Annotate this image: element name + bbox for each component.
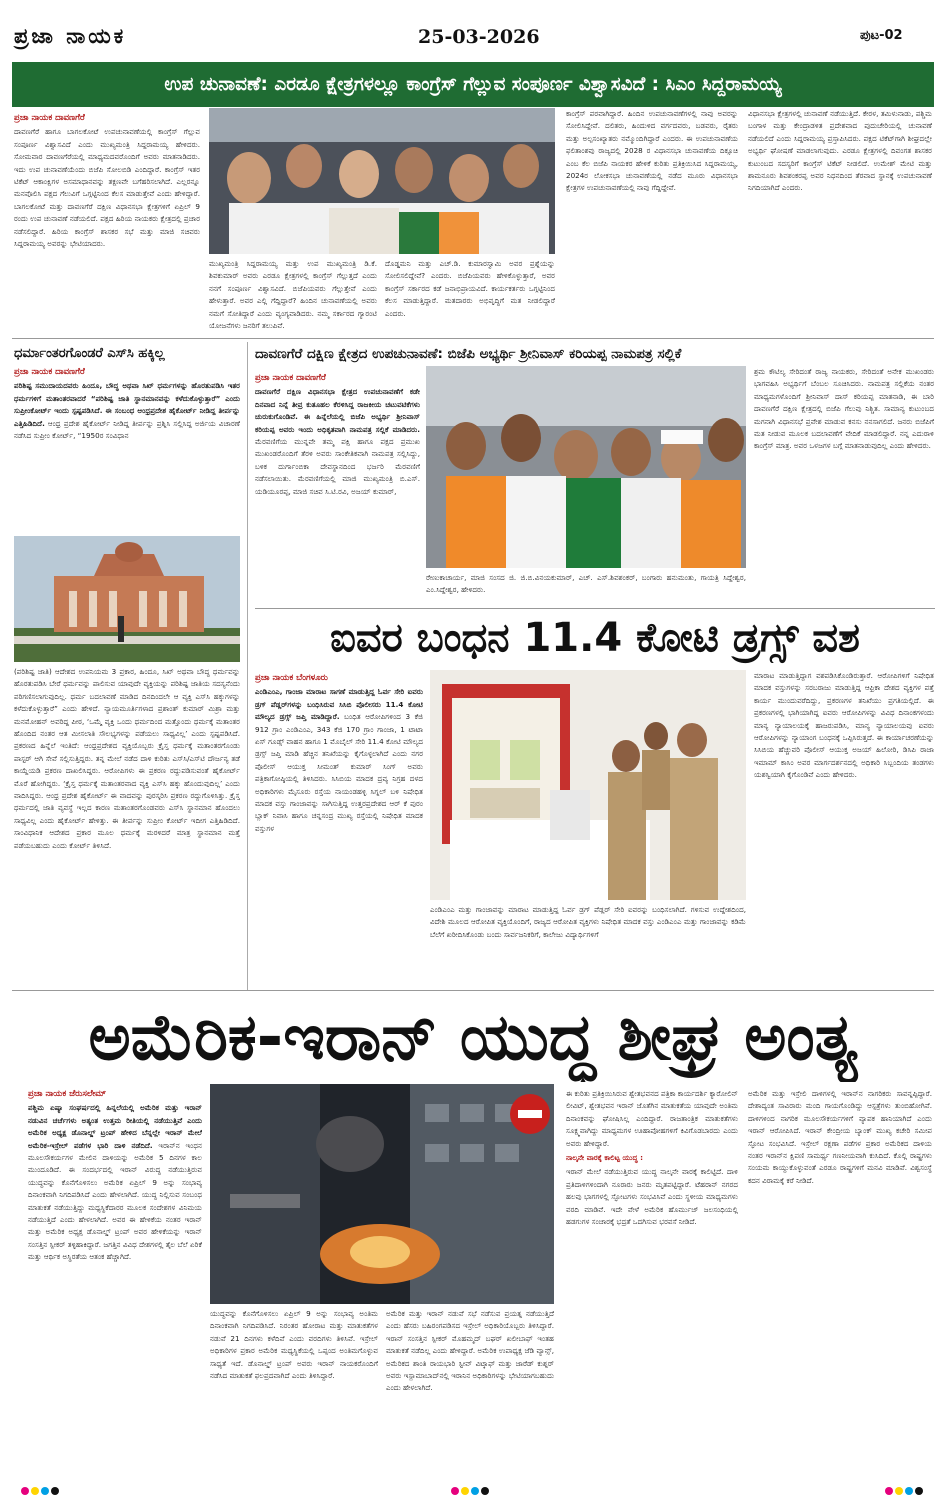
story4-side: ಮಾರಾಟ ಮಾಡುತ್ತಿದ್ದಾಗ ವಶಪಡಿಸಿಕೊಂಡಿರುತ್ತಾರೆ. ಆರೋಪಿಗಳಿಗೆ ನಿಷೇಧಿತ ಮಾದಕ ವಸ್ತುಗಳನ್ನು ಸರಬರಾಜು ಮಾಡುತ್ತಿದ್ದ ಆಫ್ರಿಕಾ ದೇಶದ ವ್ಯಕ್ತಿಗಳ ಪತ್ತೆ ಕಾರ್ಯ ಮುಂದುವರೆದಿದ್ದು, ಪ್ರಕರಣಗಳ ತನಿಖೆಯು ಪ್ರಗತಿಯಲ್ಲಿದೆ. ಈ ಪ್ರಕರಣಗಳಲ್ಲಿ ಭಾಗಿಯಾಗಿದ್ದ ಐವರು ಆರೋಪಿಗಳನ್ನು ವಿವಿಧ ದಿನಾಂಕಗಳಂದು ಮಾನ್ಯ ನ್ಯಾಯಾಲಯಕ್ಕೆ ಹಾಜರುಪಡಿಸಿ, ಮಾನ್ಯ ನ್ಯಾಯಾಲಯವು ಐವರು ಆರೋಪಿಗಳನ್ನು ನ್ಯಾಯಾಂಗ ಬಂಧನಕ್ಕೆ ಒಪ್ಪಿಸಿರುತ್ತದೆ. ಈ ಕಾರ್ಯಾಚರಣೆಯನ್ನು ಸಿಸಿಬಿಯ ಹೆಚ್ಚುವರಿ ಪೊಲೀಸ್ ಆಯುಕ್ತ ಅಜಯ್ ಹಿಲೋರಿ, ಡಿಸಿಪಿ ರಾಜಾ ಇಮಾಮ್ ಕಾಸಿಂ ಅವರ ಮಾರ್ಗದರ್ಶನದಲ್ಲಿ ಅಧಿಕಾರಿ ಸಿಬ್ಬಂದಿಯ ತಂಡಗಳು ಯಶಸ್ವಿಯಾಗಿ ಕೈಗೊಂಡಿವೆ ಎಂದು ಹೇಳಿದರು.	[754, 671, 934, 780]
story3-side: ಶ್ರಮ ಕೌಟಿಲ್ಯ ಸೇರಿದಂತೆ ರಾಜ್ಯ ನಾಯಕರು, ಸೇರಿದಂತೆ ಅನೇಕ ಮುಖಂಡರು ಭಾಗವಹಿಸಿ ಅಭ್ಯರ್ಥಿಗೆ ಬೆಂಬಲ ಸೂಚಿಸಿದರು. ನಾಮಪತ್ರ ಸಲ್ಲಿಕೆಯ ನಂತರ ಮಾಧ್ಯಮಗಳೊಂದಿಗೆ ಶ್ರೀನಿವಾಸ್ ದಾಸ್ ಕರಿಯಪ್ಪ ಮಾತನಾಡಿ, ಈ ಬಾರಿ ದಾವಣಗೆರೆ ದಕ್ಷಿಣ ಕ್ಷೇತ್ರದಲ್ಲಿ ಬಿಜೆಪಿ ಗೆಲುವು ನಿಶ್ಚಿತ. ಸಾಮಾನ್ಯ ಕುಟುಂಬದ ಮಗನಾಗಿ ವಿಧಾನಸಭೆ ಪ್ರವೇಶ ಮಾಡುವ ಕನಸು ನನಸಾಗಲಿದೆ. ಜನರು ಬಿಜೆಪಿಗೆ ಮತ ನೀಡುವ ಮೂಲಕ ಬದಲಾವಣೆಗೆ ವೇದಿಕೆ ಮಾಡಲಿದ್ದಾರೆ. ನನ್ನ ಎದುರಾಳಿ ಕಾಂಗ್ರೆಸ್ ಮಾತ್ರ. ಅವರ ಒಳಜಗಳ ಬಗ್ಗೆ ಮಾತನಾಡುವುದಿಲ್ಲ ಎಂದು ಹೇಳಿದರು.	[754, 367, 934, 451]
story2-lead-block	[14, 366, 240, 532]
page-number: ಪುಟ-02	[860, 28, 903, 43]
story3-caption: ರೇಣುಕಾಚಾರ್ಯ, ಮಾಜಿ ಸಂಸದ ಜಿ. ಜಿ.ಬಿ.ವಿನಯಕುಮಾರ್, ಎಚ್. ಎಸ್.ಶಿವಶಂಕರ್, ಬಂಗಾರು ಹನುಮಂತು, ಗಾಯತ್ರಿ ಸಿದ್ದೇಶ್ವರ, ಎಂ.ಸಿದ್ದೇಶ್ವರ, ಹೇಳಿದರು.	[426, 573, 746, 595]
story2-headline: ಧರ್ಮಾಂತರಗೊಂಡರೆ ಎಸ್‌ಸಿ ಹಕ್ಕಿಲ್ಲ	[14, 346, 165, 361]
story5-text-5: ಅಮೆರಿಕ ಮತ್ತು ಇಸ್ರೇಲಿ ದಾಳಿಗಳಲ್ಲಿ ಇರಾನ್‌ನ ನಾಗರಿಕರು ಸಾವನ್ನಪ್ಪಿದ್ದಾರೆ. ದೇಶಾದ್ಯಂತ ಸಾವಿರಾರು ಮಂದಿ ಗಾಯಗೊಂಡಿದ್ದು ಆಸ್ಪತ್ರೆಗಳು ತುಂಬಿಹೋಗಿವೆ. ದಾಳಿಗಳಿಂದ ನಾಗರಿಕ ಮೂಲಸೌಕರ್ಯಗಳಿಗೆ ವ್ಯಾಪಕ ಹಾನಿಯಾಗಿದೆ ಎಂದು ಇರಾನ್ ಆರೋಪಿಸಿದೆ. ಇರಾನ್ ಕೇಂದ್ರೀಯ ಬ್ಯಾಂಕ್ ಮುಖ್ಯ ಕಚೇರಿ ಸಮೀಪ ಸ್ಫೋಟ ಸಂಭವಿಸಿದೆ. ಇಸ್ರೇಲ್ ರಕ್ಷಣಾ ಪಡೆಗಳ ಪ್ರಕಾರ ಅಮೆರಿಕದ ದಾಳಿಯ ನಂತರ ಇರಾನ್‌ನ ಕ್ಷಿಪಣಿ ಸಾಮರ್ಥ್ಯ ಗಣನೀಯವಾಗಿ ಕುಸಿದಿದೆ. ಕೊಲ್ಲಿ ರಾಷ್ಟ್ರಗಳು ಸಂಯಮ ಕಾಯ್ದುಕೊಳ್ಳುವಂತೆ ಎರಡೂ ರಾಷ್ಟ್ರಗಳಿಗೆ ಮನವಿ ಮಾಡಿವೆ. ವಿಶ್ವಸಂಸ್ಥೆ ಕದನ ವಿರಾಮಕ್ಕೆ ಕರೆ ನೀಡಿದೆ.	[748, 1089, 932, 1185]
story4-lead: ಎಂಡಿಎಂಎ, ಗಾಂಜಾ ಮಾರಾಟ ಸಾಗಣೆ ಮಾಡುತ್ತಿದ್ದ ಓರ್ವ ಸೇರಿ ಐವರು ಡ್ರಗ್ ಪೆಡ್ಲರ್‌ಗಳನ್ನು ಬಂಧಿಸಿರುವ ಸಿಸಿಬಿ ಪೊಲೀಸರು 11.4 ಕೋಟಿ ಮೌಲ್ಯದ ಡ್ರಗ್ಸ್ ಜಪ್ತಿ ಮಾಡಿದ್ದಾರೆ.	[255, 687, 423, 722]
story5-column-1	[28, 1088, 202, 1472]
drugs-seizure-photo	[430, 670, 746, 900]
registration-marks-left	[20, 1482, 60, 1501]
story5-text-3: ಅಮೆರಿಕ ಮತ್ತು ಇರಾನ್ ನಡುವೆ ಸಭೆ ನಡೆಸುವ ಪ್ರಯತ್ನ ನಡೆಯುತ್ತಿದೆ ಎಂದು ಹೆಸರು ಬಹಿರಂಗಪಡಿಸದ ಇಸ್ರೇಲ್ ಅಧಿಕಾರಿಯೊಬ್ಬರು ತಿಳಿಸಿದ್ದಾರೆ. ಇರಾನ್ ಸಂಸತ್ತಿನ ಸ್ಪೀಕರ್ ಮೊಹಮ್ಮದ್ ಬಘರ್ ಖಲೀಬಾಫ್ ಇಂತಹ ಮಾತುಕತೆ ನಡೆದಿಲ್ಲ ಎಂದು ಹೇಳಿದ್ದಾರೆ. ಅಮೆರಿಕ ಉಪಾಧ್ಯಕ್ಷ ಜೆಡಿ ವ್ಯಾನ್ಸ್, ಅಮೆರಿಕದ ಶಾಂತಿ ರಾಯಭಾರಿ ಸ್ಟೀವ್ ವಿಟ್ಕಾಫ್ ಮತ್ತು ಜಾರೆಡ್ ಕುಶ್ನರ್ ಅವರು ಇಸ್ಲಾಮಾಬಾದ್‌ನಲ್ಲಿ ಇರಾನಿನ ಅಧಿಕಾರಿಗಳನ್ನು ಭೇಟಿಯಾಗಬಹುದು ಎಂದು ಹೇಳಲಾಗಿದೆ.	[386, 1309, 554, 1393]
story1-column-3	[385, 258, 555, 334]
story3-column-3	[754, 366, 934, 602]
story3-headline: ದಾವಣಗೆರೆ ದಕ್ಷಿಣ ಕ್ಷೇತ್ರದ ಉಪಚುನಾವಣೆ: ಬಿಜೆಪಿ ಅಭ್ಯರ್ಥಿ ಶ್ರೀನಿವಾಸ್ ಕರಿಯಪ್ಪ ನಾಮಪತ್ರ ಸಲ್ಲಿಕೆ	[255, 346, 682, 362]
masthead	[0, 0, 945, 58]
registration-marks-center	[450, 1482, 490, 1501]
story2-dateline: ಪ್ರಜಾ ನಾಯಕ ದಾವಣಗೆರೆ	[14, 367, 85, 377]
story4-caption: ಎಂಡಿಎಂಎ ಮತ್ತು ಗಾಂಜಾವನ್ನು ಮಾರಾಟ ಮಾಡುತ್ತಿದ್ದ ಓರ್ವ ಡ್ರಗ್ ಪೆಡ್ಲರ್ ಸೇರಿ ಐವರನ್ನು ಬಂಧಿಸಲಾಗಿದೆ. ಗಳಿಸುವ ಉದ್ದೇಶದಿಂದ, ವಿದೇಶಿ ಮೂಲದ ಆರೋಪಿತ ವ್ಯಕ್ತಿಯೊಂದಿಗೆ, ರಾಜ್ಯದ ಆರೋಪಿತ ವ್ಯಕ್ತಿಗಳು ನಿಷೇಧಿತ ಮಾದಕ ವಸ್ತು ಎಂಡಿಎಂಎ ಮತ್ತು ಗಾಂಜಾವನ್ನು ಕಡಿಮೆ ಬೆಲೆಗೆ ಖರೀದಿಸಿಕೊಂಡು ಬಂದು ಸಾರ್ವಜನಿಕರಿಗೆ, ಕಾಲೇಜು ವಿದ್ಯಾರ್ಥಿಗಳಿಗೆ	[430, 905, 746, 939]
story2-body	[14, 666, 240, 984]
story1-column-1	[14, 112, 200, 334]
story5-column-3	[386, 1308, 554, 1472]
story5-text-4b: ಇರಾನ್ ಮೇಲೆ ನಡೆಯುತ್ತಿರುವ ಯುದ್ಧ ನಾಲ್ಕನೇ ವಾರಕ್ಕೆ ಕಾಲಿಟ್ಟಿದೆ. ದಾಳಿ ಪ್ರತಿದಾಳಿಗಳಿಂದಾಗಿ ನೂರಾರು ಜನರು ಮೃತಪಟ್ಟಿದ್ದಾರೆ. ಟೆಹರಾನ್ ನಗರದ ಹಲವು ಭಾಗಗಳಲ್ಲಿ ಸ್ಫೋಟಗಳು ಸಂಭವಿಸಿವೆ ಎಂದು ಸ್ಥಳೀಯ ಮಾಧ್ಯಮಗಳು ವರದಿ ಮಾಡಿವೆ. ಇದೇ ವೇಳೆ ಅಮೆರಿಕ ಹೊರ್ಮುಜ್ ಜಲಸಂಧಿಯಲ್ಲಿ ಹಡಗುಗಳ ಸಂಚಾರಕ್ಕೆ ಭದ್ರತೆ ಒದಗಿಸುವ ಭರವಸೆ ನೀಡಿದೆ.	[566, 1167, 738, 1227]
divider	[12, 990, 934, 991]
story4-photo-caption	[430, 904, 746, 984]
story1-text-2: ಮುಖ್ಯಮಂತ್ರಿ ಸಿದ್ದರಾಮಯ್ಯ ಮತ್ತು ಉಪ ಮುಖ್ಯಮಂತ್ರಿ ಡಿ.ಕೆ. ಶಿವಕುಮಾರ್ ಅವರು ಎರಡೂ ಕ್ಷೇತ್ರಗಳಲ್ಲಿ ಕಾಂಗ್ರೆಸ್ ಗೆಲ್ಲುತ್ತದೆ ಎಂದು ನನಗೆ ಸಂಪೂರ್ಣ ವಿಶ್ವಾಸವಿದೆ. ಬಿಜೆಪಿಯವರು ಗೆಲ್ಲುತ್ತೇವೆ ಎಂದು ಹೇಳುತ್ತಾರೆ. ಅವರ ಎಲ್ಲಿ ಗೆದ್ದಿದ್ದಾರೆ? ಹಿಂದಿನ ಚುನಾವಣೆಯಲ್ಲಿ ಅವರು ನಮಗೆ ಸೋತಿದ್ದಾರೆ ಎಂದು ವ್ಯಂಗ್ಯವಾಡಿದರು. ನಮ್ಮ ಸರ್ಕಾರದ ಗ್ಯಾರಂಟಿ ಯೋಜನೆಗಳು ಜನರಿಗೆ ತಲುಪಿವೆ.	[209, 259, 377, 331]
cm-press-photo	[209, 108, 555, 254]
story1-text-1: ದಾವಣಗೆರೆ ಹಾಗೂ ಬಾಗಲಕೋಟೆ ಉಪಚುನಾವಣೆಯಲ್ಲಿ ಕಾಂಗ್ರೆಸ್ ಗೆಲ್ಲುವ ಸಂಪೂರ್ಣ ವಿಶ್ವಾಸವಿದೆ ಎಂದು ಮುಖ್ಯಮಂತ್ರಿ ಸಿದ್ದರಾಮಯ್ಯ ಹೇಳಿದರು. ಸೋಮವಾರ ದಾವಣಗೆರೆಯಲ್ಲಿ ಮಾಧ್ಯಮದವರೊಂದಿಗೆ ಅವರು ಮಾತನಾಡಿದರು. ಇದು ಉಪ ಚುನಾವಣೆಯೆಂದು ಬಿಜೆಪಿ ಸೋಲಬಿಡಿ ಎಂದಿದ್ದಾರೆ. ಕಾಂಗ್ರೆಸ್ ಇತರ ಟಿಕೆಟ್ ಆಕಾಂಕ್ಷಿಗಳ ಅಸಮಾಧಾನವನ್ನು ತಕ್ಷಣವೇ ಬಗೆಹರಿಸಲಾಗಿದೆ. ಎಲ್ಲರನ್ನೂ ಮನವೊಲಿಸಿ ಪಕ್ಷದ ಗೆಲುವಿಗೆ ಒಗ್ಗಟ್ಟಿನಿಂದ ಕೆಲಸ ಮಾಡುತ್ತೇವೆ ಎಂದು ಹೇಳಿದ್ದಾರೆ. ಬಾಗಲಕೋಟೆ ಮತ್ತು ದಾವಣಗೆರೆ ದಕ್ಷಿಣ ವಿಧಾನಸಭಾ ಕ್ಷೇತ್ರಗಳಿಗೆ ಏಪ್ರಿಲ್ 9 ರಂದು ಉಪ ಚುನಾವಣೆ ನಡೆಯಲಿದೆ. ಪಕ್ಷದ ಹಿರಿಯ ನಾಯಕರು ಕ್ಷೇತ್ರದಲ್ಲಿ ಪ್ರಚಾರ ನಡೆಸಲಿದ್ದಾರೆ. ಹಿರಿಯ ಕಾಂಗ್ರೆಸ್ ಶಾಸಕರ ಸಭೆ ಮತ್ತು ಮಾಜಿ ಸಚಿವರು ಸಿದ್ದರಾಮಯ್ಯ ಅವರನ್ನು ಭೇಟಿಯಾದರು.	[14, 127, 200, 249]
war-strike-photo	[210, 1084, 554, 1304]
story5-headline: ಅಮೆರಿಕ-ಇರಾನ್ ಯುದ್ಧ ಶೀಘ್ರ ಅಂತ್ಯ	[88, 1001, 858, 1075]
story3-lead: ದಾವಣಗೆರೆ ದಕ್ಷಿಣ ವಿಧಾನಸಭಾ ಕ್ಷೇತ್ರದ ಉಪಚುನಾವಣೆಗೆ ಕಡೇ ದಿನವಾದ ನಿನ್ನೆ ತೀವ್ರ ಕುತೂಹಲ ಕೆರಳಿಸಿದ್ದ ರಾಜಕೀಯ ಚಟುವಟಿಕೆಗಳು ಚುರುಕುಗೊಂಡಿವೆ. ಈ ಹಿನ್ನೆಲೆಯಲ್ಲಿ ಬಿಜೆಪಿ ಅಭ್ಯರ್ಥಿ ಶ್ರೀನಿವಾಸ್ ಕರಿಯಪ್ಪ ಅವರು ಇಂದು ಅಧಿಕೃತವಾಗಿ ನಾಮಪತ್ರ ಸಲ್ಲಿಕೆ ಮಾಡಿದರು.	[255, 387, 420, 434]
story1-column-5	[748, 108, 932, 334]
story2-lead: ಪರಿಶಿಷ್ಟ ಸಮುದಾಯದವರು ಹಿಂದೂ, ಬೌದ್ಧ ಅಥವಾ ಸಿಖ್ ಧರ್ಮಗಳನ್ನು ಹೊರತುಪಡಿಸಿ ಇತರ ಧರ್ಮಗಳಿಗೆ ಮತಾಂತರವಾದರೆ “ಪರಿಶಿಷ್ಟ ಜಾತಿ ಸ್ಥಾನಮಾನವನ್ನು ಕಳೆದುಕೊಳ್ಳುತ್ತಾರೆ” ಎಂದು ಸುಪ್ರೀಂಕೋರ್ಟ್ ಇಂದು ಸ್ಪಷ್ಟಪಡಿಸಿದೆ. ಈ ಸಂಬಂಧ ಆಂಧ್ರಪ್ರದೇಶ ಹೈಕೋರ್ಟ್ ನೀಡಿದ್ದ ತೀರ್ಪನ್ನು ಎತ್ತಿಹಿಡಿದಿದೆ.	[14, 381, 240, 428]
story5-dateline: ಪ್ರಜಾ ನಾಯಕ ಜೆರುಸಲೇಮ್	[28, 1089, 107, 1099]
story5-text-2: ಯುದ್ಧವನ್ನು ಕೊನೆಗೊಳಿಸಲು ಏಪ್ರಿಲ್ 9 ಅನ್ನು ಸಂಭಾವ್ಯ ಅಂತಿಮ ದಿನಾಂಕವಾಗಿ ನಿಗದಿಪಡಿಸಿದೆ. ನಿರಂತರ ಹೋರಾಟ ಮತ್ತು ಮಾತುಕತೆಗಳ ನಡುವೆ 21 ದಿನಗಳು ಕಳೆದಿವೆ ಎಂದು ವರದಿಗಳು ತಿಳಿಸಿವೆ. ಇಸ್ರೇಲ್ ಅಧಿಕಾರಿಗಳ ಪ್ರಕಾರ ಅಮೆರಿಕ ಮಧ್ಯಸ್ಥಿಕೆಯಲ್ಲಿ ಒಪ್ಪಂದ ಅಂತಿಮಗೊಳ್ಳುವ ಸಾಧ್ಯತೆ ಇದೆ. ಡೊನಾಲ್ಡ್ ಟ್ರಂಪ್ ಅವರು ಇರಾನ್ ನಾಯಕರೊಂದಿಗೆ ನಡೆಸಿದ ಮಾತುಕತೆ ಫಲಪ್ರದವಾಗಿದೆ ಎಂದು ತಿಳಿಸಿದ್ದಾರೆ.	[210, 1309, 378, 1381]
story4-dateline: ಪ್ರಜಾ ನಾಯಕ ಬೆಂಗಳೂರು	[255, 673, 328, 683]
story3-body: ಮೆರವಣಿಗೆಯ ಮುನ್ನವೇ ತಮ್ಮ ಪಕ್ಷಿ ಹಾಗೂ ಪಕ್ಷದ ಪ್ರಮುಖ ಮುಖಂಡರೊಂದಿಗೆ ತೆರಳಿ ಅವರು ಸಾಂಕೇತಿಕವಾಗಿ ನಾಮಪತ್ರ ಸಲ್ಲಿಸಿದ್ದು, ಬಳಿಕ ದುರ್ಗಾಂಬಿಕಾ ದೇವಸ್ಥಾನದಿಂದ ಭರ್ಜರಿ ಮೆರವಣಿಗೆ ನಡೆಸಲಾಯಿತು. ಮೆರವಣಿಗೆಯಲ್ಲಿ ಮಾಜಿ ಮುಖ್ಯಮಂತ್ರಿ ಬಿ.ಎಸ್. ಯಡಿಯೂರಪ್ಪ, ಮಾಜಿ ಸಚಿವ ಸಿ.ಟಿ.ರವಿ, ಅಜಯ್ ಕುಮಾರ್,	[255, 437, 420, 496]
story5-subhead: ನಾಲ್ಕನೇ ವಾರಕ್ಕೆ ಕಾಲಿಟ್ಟ ಯುದ್ಧ :	[566, 1153, 644, 1163]
story3-column-1	[255, 372, 420, 594]
story4-body: ಬಂಧಿತ ಆರೋಪಿಗಳಿಂದ 3 ಕೆಜಿ 912 ಗ್ರಾಂ ಎಂಡಿಎಂಎ, 343 ಕೆಜಿ 170 ಗ್ರಾಂ ಗಾಂಜಾ, 1 ಟಾಟಾ ಏಸ್ ಗೂಡ್ಸ್ ವಾಹನ ಹಾಗೂ 1 ಮೊಬೈಲ್ ಸೇರಿ 11.4 ಕೋಟಿ ಮೌಲ್ಯದ ಡ್ರಗ್ಸ್ ಜಪ್ತಿ ಮಾಡಿ ಹೆಚ್ಚಿನ ತನಿಖೆಯನ್ನು ಕೈಗೊಳ್ಳಲಾಗಿದೆ ಎಂದು ನಗರ ಪೊಲೀಸ್ ಆಯುಕ್ತ ಸೀಮಂತ್ ಕುಮಾರ್ ಸಿಂಗ್ ಅವರು ಪತ್ರಿಕಾಗೋಷ್ಠಿಯಲ್ಲಿ ತಿಳಿಸಿದರು. ಸಿಸಿಬಿಯ ಮಾದಕ ದ್ರವ್ಯ ನಿಗ್ರಹ ದಳದ ಅಧಿಕಾರಿಗಳು ಮೈಸೂರು ರಸ್ತೆಯ ನಾಯಂಡಹಳ್ಳಿ ಸಿಗ್ನಲ್ ಬಳಿ ನಿಷೇಧಿತ ಮಾದಕ ವಸ್ತು ಗಾಂಜಾವನ್ನು ಸಾಗಿಸುತ್ತಿದ್ದ ಉತ್ತರಪ್ರದೇಶದ ಆರ್ ಕೆ ಪುರಂ ಬ್ಲಾಕ್ ನಿವಾಸಿ ಹಾಗೂ ಚನ್ನಸಂದ್ರ ಮುಖ್ಯ ರಸ್ತೆಯಲ್ಲಿ ನಿಷೇಧಿತ ಮಾದಕ ವಸ್ತುಗಳ	[255, 712, 423, 833]
story4-headline: ಐವರ ಬಂಧನ 11.4 ಕೋಟಿ ಡ್ರಗ್ಸ್ ವಶ	[330, 615, 860, 661]
story1-text-4: ಕಾಂಗ್ರೆಸ್ ಪರವಾಗಿದ್ದಾರೆ. ಹಿಂದಿನ ಉಪಚುನಾವಣೆಗಳಲ್ಲಿ ನಾವು ಅವರನ್ನು ಸೋಲಿಸಿದ್ದೇವೆ. ದಲಿತರು, ಹಿಂದುಳಿದ ವರ್ಗದವರು, ಬಡವರು, ರೈತರು ಮತ್ತು ಅಲ್ಪಸಂಖ್ಯಾತರು ನಮ್ಮೊಂದಿಗಿದ್ದಾರೆ ಎಂದರು. ಈ ಉಪಚುನಾವಣೆಯ ಫಲಿತಾಂಶವು ರಾಜ್ಯದಲ್ಲಿ 2028 ರ ವಿಧಾನಸಭಾ ಚುನಾವಣೆಯ ದಿಕ್ಸೂಚಿ ಎಂಬ ಕೆಲ ಬಿಜೆಪಿ ನಾಯಕರ ಹೇಳಿಕೆ ಕುರಿತು ಪ್ರತಿಕ್ರಿಯಿಸಿದ ಸಿದ್ದರಾಮಯ್ಯ, 2024ರ ಲೋಕಸಭಾ ಚುನಾವಣೆಯಲ್ಲಿ ನಡೆದ ಮೂರು ವಿಧಾನಸಭಾ ಕ್ಷೇತ್ರಗಳ ಉಪಚುನಾವಣೆಯಲ್ಲಿ ನಾವು ಗೆದ್ದಿದ್ದೇವೆ.	[566, 109, 738, 193]
story1-dateline: ಪ್ರಜಾ ನಾಯಕ ದಾವಣಗೆರೆ	[14, 113, 85, 123]
story3-dateline: ಪ್ರಜಾ ನಾಯಕ ದಾವಣಗೆರೆ	[255, 373, 326, 383]
column-rule	[247, 342, 248, 990]
divider	[12, 338, 934, 339]
story5-column-5	[748, 1088, 932, 1472]
story5-text-4: ಈ ಕುರಿತು ಪ್ರತಿಕ್ರಿಯಿಸಿರುವ ಶ್ವೇತಭವನದ ಪತ್ರಿಕಾ ಕಾರ್ಯದರ್ಶಿ ಕ್ಯಾರೋಲಿನ್ ಲೀವಿಟ್, ಶ್ವೇತಭವನ ಇರಾನ್ ಜೊತೆಗಿನ ಮಾತುಕತೆಯ ಯಾವುದೇ ಅಂತಿಮ ದಿನಾಂಕವನ್ನು ಘೋಷಿಸಿಲ್ಲ ಎಂದಿದ್ದಾರೆ. ರಾಜತಾಂತ್ರಿಕ ಮಾತುಕತೆಗಳು ಸೂಕ್ಷ್ಮವಾಗಿದ್ದು ಮಾಧ್ಯಮಗಳ ಊಹಾಪೋಹಗಳಿಗೆ ಕಿವಿಗೊಡಬಾರದು ಎಂದು ಅವರು ಹೇಳಿದ್ದಾರೆ.	[566, 1089, 738, 1148]
story2-body-top: ಆಂಧ್ರ ಪ್ರದೇಶ ಹೈಕೋರ್ಟ್ ನೀಡಿದ್ದ ತೀರ್ಪನ್ನು ಪ್ರಶ್ನಿಸಿ ಸಲ್ಲಿಸಿದ್ದ ಅರ್ಜಿಯ ವಿಚಾರಣೆ ನಡೆಸಿದ ಸುಪ್ರೀಂ ಕೋರ್ಟ್, “1950ರ ಸಂವಿಧಾನ	[14, 418, 240, 441]
supreme-court-photo	[14, 536, 240, 662]
bjp-rally-photo	[426, 366, 746, 568]
story1-column-4	[566, 108, 738, 334]
story3-photo-caption	[426, 572, 746, 602]
registration-marks-right	[884, 1482, 924, 1501]
story1-text-5: ವಿಧಾನಸಭಾ ಕ್ಷೇತ್ರಗಳಲ್ಲಿ ಚುನಾವಣೆ ನಡೆಯುತ್ತಿದೆ. ಕೇರಳ, ತಮಿಳುನಾಡು, ಪಶ್ಚಿಮ ಬಂಗಾಳ ಮತ್ತು ಕೇಂದ್ರಾಡಳಿತ ಪ್ರದೇಶವಾದ ಪುದುಚೇರಿಯಲ್ಲಿ ಚುನಾವಣೆ ನಡೆಯಲಿದೆ ಎಂದು ಸಿದ್ದರಾಮಯ್ಯ ಪ್ರಸ್ತಾಪಿಸಿದರು. ಪಕ್ಷದ ಟಿಕೆಟ್‌ಗಾಗಿ ಶೀಘ್ರದಲ್ಲೇ ಅಭ್ಯರ್ಥಿ ಘೋಷಣೆ ಮಾಡಲಾಗುವುದು. ಎರಡೂ ಕ್ಷೇತ್ರಗಳಲ್ಲಿ ದಿವಂಗತ ಶಾಸಕರ ಕುಟುಂಬದ ಸದಸ್ಯರಿಗೆ ಕಾಂಗ್ರೆಸ್ ಟಿಕೆಟ್ ನೀಡಲಿದೆ. ಉಮೇಶ್ ಮೇಟಿ ಮತ್ತು ಶಾಮನೂರು ಶಿವಶಂಕರಪ್ಪ ಅವರ ನಿಧನದಿಂದ ತೆರವಾದ ಸ್ಥಾನಕ್ಕೆ ಉಪಚುನಾವಣೆ ನಿಗದಿಯಾಗಿದೆ ಎಂದರು.	[748, 109, 932, 193]
story1-text-3: ದೊಡ್ಡಮನಿ ಮತ್ತು ಎಚ್.ಡಿ. ಕುಮಾರಸ್ವಾಮಿ ಅವರ ಪ್ರಶ್ನೆಯನ್ನು ಸೋಲಿಸಲಿದ್ದೇವೆ? ಎಂದರು. ಬಿಜೆಪಿಯವರು ಹೇಳಿಕೊಳ್ಳುತ್ತಾರೆ, ಅವರ ಕಾಂಗ್ರೆಸ್ ಸರ್ಕಾರದ ಕಡೆ ಜನಾಭಿಪ್ರಾಯವಿದೆ. ಕಾರ್ಯಕರ್ತರು ಒಗ್ಗಟ್ಟಿನಿಂದ ಕೆಲಸ ಮಾಡುತ್ತಿದ್ದಾರೆ. ಮತದಾರರು ಅಭಿವೃದ್ಧಿಗೆ ಮತ ನೀಡಲಿದ್ದಾರೆ ಎಂದರು.	[385, 259, 555, 318]
story5-column-2	[210, 1308, 378, 1472]
paper-name: ಪ್ರಜಾ ನಾಯಕ	[14, 24, 127, 48]
story4-column-3	[754, 670, 934, 984]
issue-date: 25-03-2026	[418, 26, 540, 48]
story4-column-1	[255, 672, 423, 984]
story1-column-2	[209, 258, 377, 334]
story5-lead: ಪಶ್ಚಿಮ ಏಷ್ಯಾ ಸಂಘರ್ಷದಲ್ಲಿ ಹಿನ್ನಲೆಯಲ್ಲಿ ಅಮೆರಿಕ ಮತ್ತು ಇರಾನ್ ನಡುವಿನ ಚರ್ಚೆಗಳು ಅತ್ಯಂತ ಉತ್ತಮ ರೀತಿಯಲ್ಲಿ ನಡೆಯುತ್ತಿವೆ ಎಂದು ಅಮೆರಿಕ ಅಧ್ಯಕ್ಷ ಡೊನಾಲ್ಡ್ ಟ್ರಂಪ್ ಹೇಳಿದ ಬೆನ್ನಲ್ಲೇ ಇರಾನ್ ಮೇಲೆ ಅಮೆರಿಕ-ಇಸ್ರೇಲ್ ಪಡೆಗಳ ಭಾರಿ ದಾಳಿ ನಡೆದಿದೆ.	[28, 1103, 202, 1150]
lead-headline: ಉಪ ಚುನಾವಣೆ: ಎರಡೂ ಕ್ಷೇತ್ರಗಳಲ್ಲೂ ಕಾಂಗ್ರೆಸ್ ಗೆಲ್ಲುವ ಸಂಪೂರ್ಣ ವಿಶ್ವಾಸವಿದೆ : ಸಿಎಂ ಸಿದ್ದರಾಮಯ್ಯ	[164, 74, 782, 95]
divider	[255, 608, 935, 609]
lead-headline-banner	[12, 62, 934, 107]
story5-column-4	[566, 1088, 738, 1472]
story2-text: (ಪರಿಶಿಷ್ಟ ಜಾತಿ) ಆದೇಶದ ಉಪನಿಯಮ 3 ಪ್ರಕಾರ, ಹಿಂದೂ, ಸಿಖ್ ಅಥವಾ ಬೌದ್ಧ ಧರ್ಮವನ್ನು ಹೊರತುಪಡಿಸಿ ಬೇರೆ ಧರ್ಮವನ್ನು ಪಾಲಿಸುವ ಯಾವುದೇ ವ್ಯಕ್ತಿಯನ್ನು ಪರಿಶಿಷ್ಟ ಜಾತಿಯ ಸದಸ್ಯನೆಂದು ಪರಿಗಣಿಸಲಾಗುವುದಿಲ್ಲ. ಧರ್ಮ ಬದಲಾವಣೆ ಮಾಡಿದ ದಿನದಿಂದಲೇ ಆ ವ್ಯಕ್ತಿ ಎಸ್‌ಸಿ ಹಕ್ಕುಗಳನ್ನು ಕಳೆದುಕೊಳ್ಳುತ್ತಾರೆ” ಎಂದು ಹೇಳಿದೆ. ನ್ಯಾಯಮೂರ್ತಿಗಳಾದ ಪ್ರಶಾಂತ್ ಕುಮಾರ್ ಮಿಶ್ರಾ ಮತ್ತು ಮನಮೋಹನ್ ಅವರಿದ್ದ ಪೀಠ, ‘ಒಮ್ಮೆ ವ್ಯಕ್ತಿ ಒಂದು ಧರ್ಮದಿಂದ ಮತ್ತೊಂದು ಧರ್ಮಕ್ಕೆ ಮತಾಂತರ ಹೊಂದಿದ ನಂತರ ಆತ ಮೀಸಲಾತಿ ಸೌಲಭ್ಯಗಳನ್ನು ಪಡೆಯಲು ಸಾಧ್ಯವಿಲ್ಲ’ ಎಂದು ಸ್ಪಷ್ಟಪಡಿಸಿದೆ. ಪ್ರಕರಣದ ಹಿನ್ನೆಲೆ ಇಂತಿದೆ: ಆಂಧ್ರಪ್ರದೇಶದ ವ್ಯಕ್ತಿಯೊಬ್ಬರು ಕ್ರೈಸ್ತ ಧರ್ಮಕ್ಕೆ ಮತಾಂತರಗೊಂಡು ಪಾಸ್ಟರ್ ಆಗಿ ಸೇವೆ ಸಲ್ಲಿಸುತ್ತಿದ್ದರು. ತನ್ನ ಮೇಲೆ ನಡೆದ ದಾಳಿ ಕುರಿತು ಎಸ್‌ಸಿ/ಎಸ್‌ಟಿ ದೌರ್ಜನ್ಯ ತಡೆ ಕಾಯ್ದೆಯಡಿ ಪ್ರಕರಣ ದಾಖಲಿಸಿದ್ದರು. ಆರೋಪಿಗಳು ಈ ಪ್ರಕರಣ ರದ್ದುಪಡಿಸುವಂತೆ ಹೈಕೋರ್ಟ್ ಮೊರೆ ಹೋಗಿದ್ದರು. ‘ಕ್ರೈಸ್ತ ಧರ್ಮಕ್ಕೆ ಮತಾಂತರವಾದ ವ್ಯಕ್ತಿ ಎಸ್‌ಸಿ ಹಕ್ಕು ಹೊಂದುವುದಿಲ್ಲ’ ಎಂದು ವಾದಿಸಿದ್ದರು. ಆಂಧ್ರ ಪ್ರದೇಶ ಹೈಕೋರ್ಟ್ ಈ ವಾದವನ್ನು ಪುರಸ್ಕರಿಸಿ ಪ್ರಕರಣ ರದ್ದುಗೊಳಿಸಿತ್ತು. ಕ್ರೈಸ್ತ ಧರ್ಮದಲ್ಲಿ ಜಾತಿ ವ್ಯವಸ್ಥೆ ಇಲ್ಲದ ಕಾರಣ ಮತಾಂತರಗೊಂಡವರು ಎಸ್‌ಸಿ ಸ್ಥಾನಮಾನ ಹೊಂದಲು ಸಾಧ್ಯವಿಲ್ಲ ಎಂದು ಹೈಕೋರ್ಟ್ ಹೇಳಿತ್ತು. ಈ ತೀರ್ಪನ್ನು ಸುಪ್ರೀಂ ಕೋರ್ಟ್ ಇದೀಗ ಎತ್ತಿಹಿಡಿದಿದೆ. ಸಾಂವಿಧಾನಿಕ ಆದೇಶದ ಪ್ರಕಾರ ಮೂಲ ಧರ್ಮಕ್ಕೆ ಮರಳಿದರೆ ಮಾತ್ರ ಸ್ಥಾನಮಾನ ಮತ್ತೆ ಪಡೆಯಬಹುದು ಎಂದು ಕೋರ್ಟ್ ತಿಳಿಸಿದೆ.	[14, 667, 240, 850]
story5-text-1: ಇರಾನ್‌ನ ಇಂಧನ ಮೂಲಸೌಕರ್ಯಗಳ ಮೇಲಿನ ದಾಳಿಯನ್ನು ಅಮೆರಿಕ 5 ದಿನಗಳ ಕಾಲ ಮುಂದೂಡಿದೆ. ಈ ಸಂದರ್ಭದಲ್ಲಿ ಇರಾನ್ ವಿರುದ್ಧ ನಡೆಯುತ್ತಿರುವ ಯುದ್ಧವನ್ನು ಕೊನೆಗೊಳಿಸಲು ಅಮೆರಿಕ ಏಪ್ರಿಲ್ 9 ಅನ್ನು ಸಂಭಾವ್ಯ ದಿನಾಂಕವಾಗಿ ನಿಗದಿಪಡಿಸಿದೆ ಎಂದು ಹೇಳಲಾಗಿದೆ. ಯುದ್ಧ ನಿಲ್ಲಿಸುವ ಸಂಬಂಧ ಮಾತುಕತೆ ನಡೆಯುತ್ತಿದ್ದು ಮಧ್ಯಸ್ಥಿಕೆದಾರರ ಮೂಲಕ ಸಂದೇಶಗಳ ವಿನಿಮಯ ನಡೆಯುತ್ತಿದೆ ಎಂದು ಹೇಳಲಾಗಿದೆ. ಅವರ ಈ ಹೇಳಿಕೆಯ ನಂತರ ಇರಾನ್ ಮತ್ತು ಅಮೆರಿಕ ಅಧ್ಯಕ್ಷ ಡೊನಾಲ್ಡ್ ಟ್ರಂಪ್ ಅವರ ಹೇಳಿಕೆಯನ್ನು ಇರಾನ್ ಸಂಸತ್ತಿನ ಸ್ಪೀಕರ್ ತಳ್ಳಿಹಾಕಿದ್ದಾರೆ. ಜಗತ್ತಿನ ವಿವಿಧ ದೇಶಗಳಲ್ಲಿ ತೈಲ ಬೆಲೆ ಏರಿಕೆ ಮತ್ತು ಆರ್ಥಿಕ ಅಸ್ಥಿರತೆಯ ಆತಂಕ ಹೆಚ್ಚಾಗಿದೆ.	[28, 1140, 202, 1262]
